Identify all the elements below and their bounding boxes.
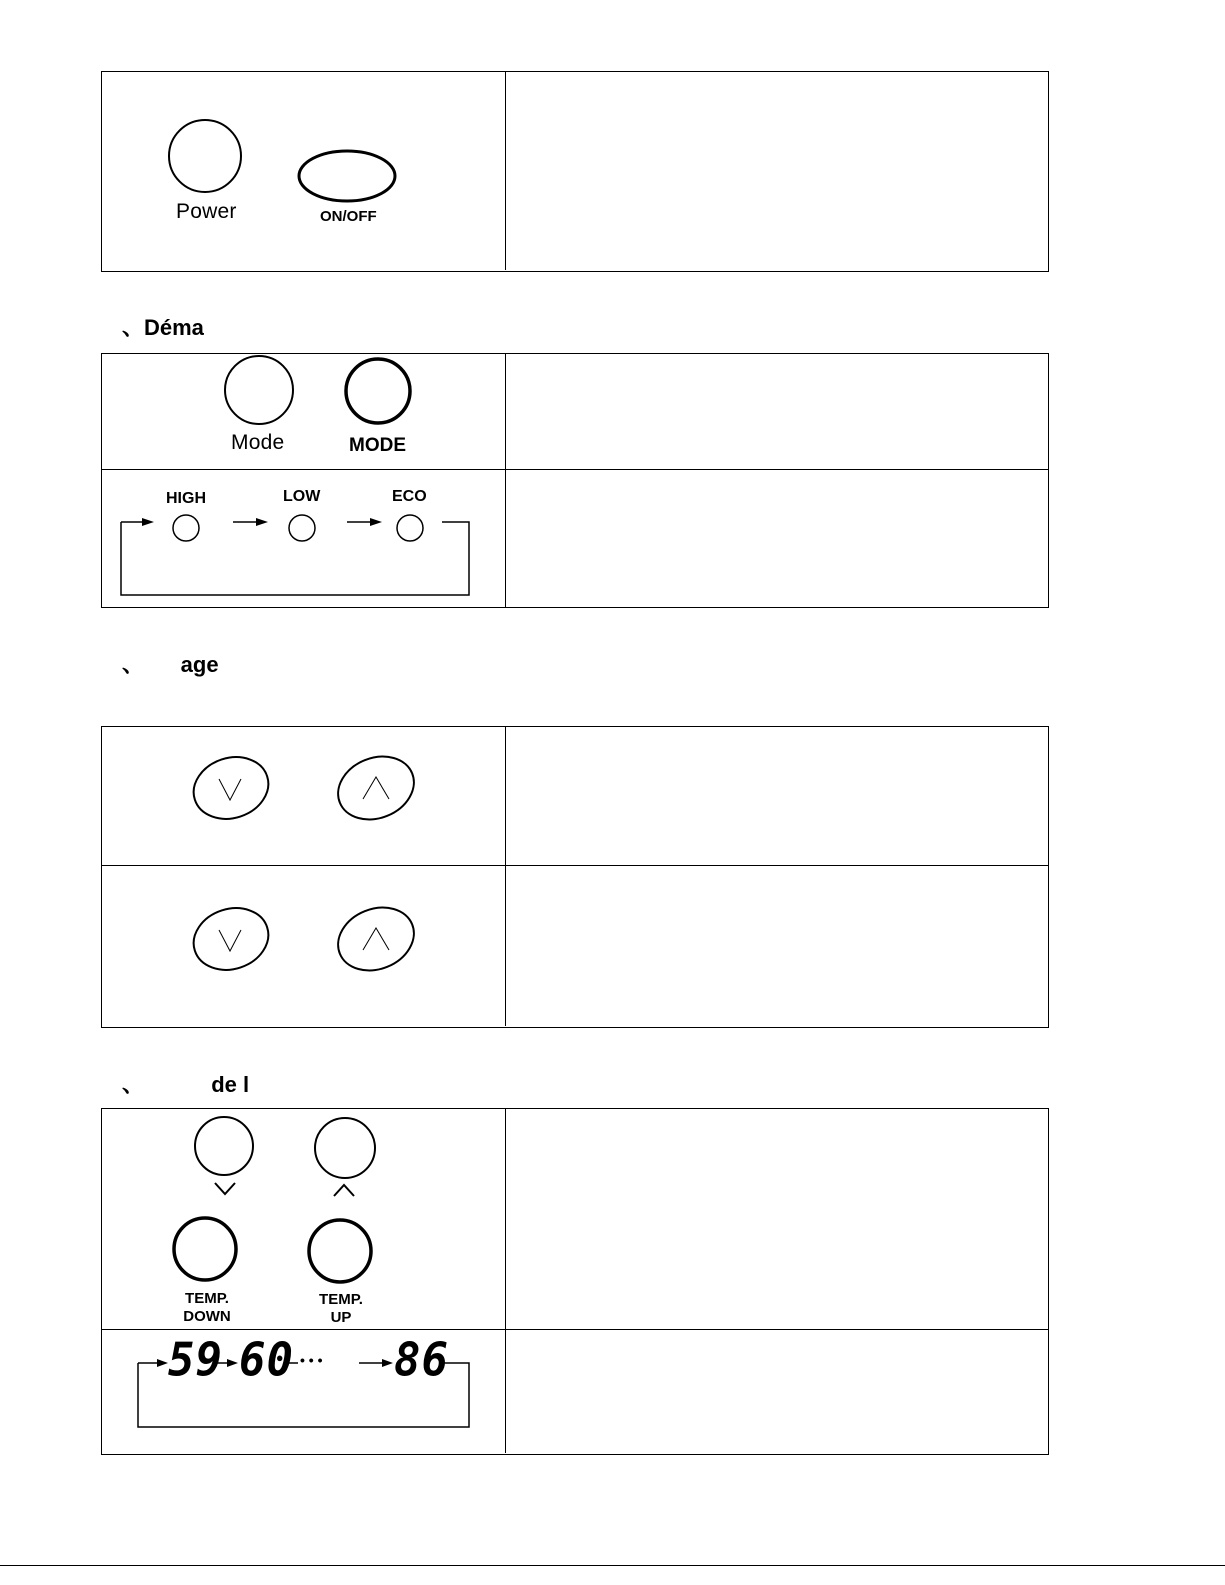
speed-eco-label: ECO (392, 488, 427, 505)
chevron-up-icon[interactable] (335, 755, 419, 823)
section-heading-start: 、Déma (122, 315, 204, 340)
mode-caps-button-icon[interactable] (344, 356, 416, 428)
speed-cycle-row (102, 469, 1048, 607)
chevron-down-icon[interactable] (191, 907, 273, 973)
temp-end-value: 86 (394, 1333, 449, 1388)
speed-cycle-cell (102, 470, 506, 607)
chevron-down-icon[interactable] (191, 756, 273, 822)
power-table (101, 71, 1049, 272)
adjust-row-2 (102, 865, 1048, 1026)
power-label: Power (176, 200, 237, 223)
mode-illustration-cell (102, 354, 506, 469)
speed-description-cell (506, 470, 1048, 607)
temp-up-button-icon[interactable] (307, 1218, 375, 1286)
adjust-illustration-cell-2 (102, 866, 506, 1026)
adjust-illustration-cell-1 (102, 727, 506, 865)
mode-description-cell (506, 354, 1048, 469)
temp-range-cell (102, 1330, 506, 1453)
chevron-down-icon (213, 1181, 239, 1197)
chevron-up-icon[interactable] (335, 906, 419, 974)
power-row (102, 72, 1048, 270)
temp-down-line1: TEMP. (185, 1290, 229, 1307)
speed-low-label: LOW (283, 488, 321, 505)
oval-button-icon[interactable] (298, 150, 398, 206)
mode-row (102, 354, 1048, 469)
power-illustration-cell (102, 72, 506, 270)
speed-cycle-diagram (102, 470, 506, 608)
mode-table (101, 353, 1049, 608)
temp-down-button-icon[interactable] (172, 1216, 240, 1284)
mode-label: Mode (231, 431, 285, 454)
temp-buttons-description-cell (506, 1109, 1048, 1329)
section-heading-setting: 、 age (122, 652, 219, 677)
adjust-description-cell-2 (506, 866, 1048, 1026)
mode-caps-label: MODE (349, 435, 406, 456)
temp-up-line2: UP (330, 1309, 352, 1326)
adjust-description-cell-1 (506, 727, 1048, 865)
page-bottom-rule (0, 1565, 1225, 1566)
temp-down-small-button-icon[interactable] (194, 1116, 256, 1178)
speed-high-label: HIGH (166, 490, 206, 507)
temp-down-label (174, 1290, 240, 1326)
temp-up-label (308, 1291, 374, 1327)
temp-range-row (102, 1329, 1048, 1453)
mode-button-icon[interactable] (224, 355, 296, 427)
temp-start-value: 59 (168, 1333, 223, 1388)
temp-next-value: 60 (239, 1333, 294, 1388)
temp-up-line1: TEMP. (319, 1291, 363, 1308)
section-heading-temperature: 、 de l (122, 1072, 250, 1097)
temperature-table (101, 1108, 1049, 1455)
temp-buttons-row (102, 1109, 1048, 1329)
temp-up-small-button-icon[interactable] (314, 1117, 376, 1179)
power-description-cell (506, 72, 1048, 270)
chevron-up-icon (332, 1182, 358, 1198)
temp-down-line2: DOWN (183, 1308, 231, 1325)
onoff-label: ON/OFF (320, 208, 377, 225)
temp-range-description-cell (506, 1330, 1048, 1453)
temp-ellipsis: • • • (300, 1352, 323, 1368)
temp-buttons-cell (102, 1109, 506, 1329)
power-button-icon[interactable] (167, 118, 247, 198)
adjust-table (101, 726, 1049, 1028)
adjust-row-1 (102, 727, 1048, 865)
